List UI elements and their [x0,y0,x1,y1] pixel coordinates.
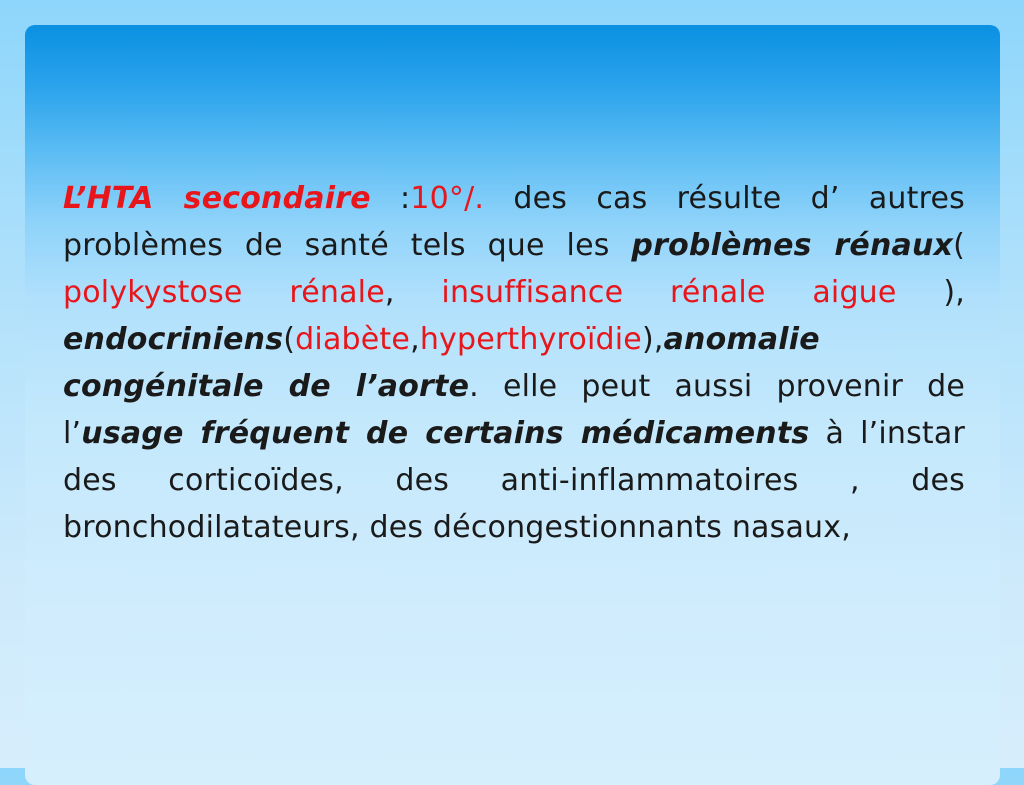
paren-close: ), [943,275,965,310]
paren-open: ( [953,228,965,263]
text-line-2 [63,222,965,269]
text-line-3 [63,269,965,316]
final-comma: , [841,510,851,545]
paren-close: ), [641,322,664,357]
endocriniens-term: endocriniens [63,322,284,357]
line-8-text: bronchodilatateurs, des décongestionnants nasaux [63,510,842,545]
percentage-value: 10°/. [410,181,485,216]
comma: , [384,275,395,310]
text-line-8 [63,504,965,551]
line-5-rest: elle peut aussi provenir de [502,369,965,404]
text-line-5 [63,363,965,410]
article: l’ [63,416,82,451]
text-line-1 [63,175,965,222]
insuffisance-renale-aigue: insuffisance rénale aigue [441,275,897,310]
congenitale-aorte-term: congénitale de l’aorte [63,369,470,404]
line-6-rest: à l’instar [825,416,966,451]
colon: : [400,181,411,216]
slide-body [63,175,965,551]
text-line-4 [63,316,965,363]
hyperthyroidie: hyperthyroïdie [419,322,642,357]
line-2-intro: problèmes de santé tels que les [63,228,610,263]
line-1-rest: des cas résulte d’ autres [513,181,965,216]
text-line-7 [63,457,965,504]
comma: , [410,322,420,357]
problemes-renaux-term: problèmes rénaux [631,228,954,263]
anomalie-term: anomalie [663,322,820,357]
hta-secondaire-term: L’HTA secondaire [63,181,371,216]
diabete: diabète [295,322,411,357]
line-7-text: des corticoïdes, des anti-inflammatoires , des [63,463,965,498]
paren-open: ( [283,322,296,357]
polykystose-renale: polykystose rénale [63,275,385,310]
period: . [469,369,479,404]
usage-medicaments-term: usage fréquent de certains médicaments [81,416,810,451]
text-line-6 [63,410,965,457]
